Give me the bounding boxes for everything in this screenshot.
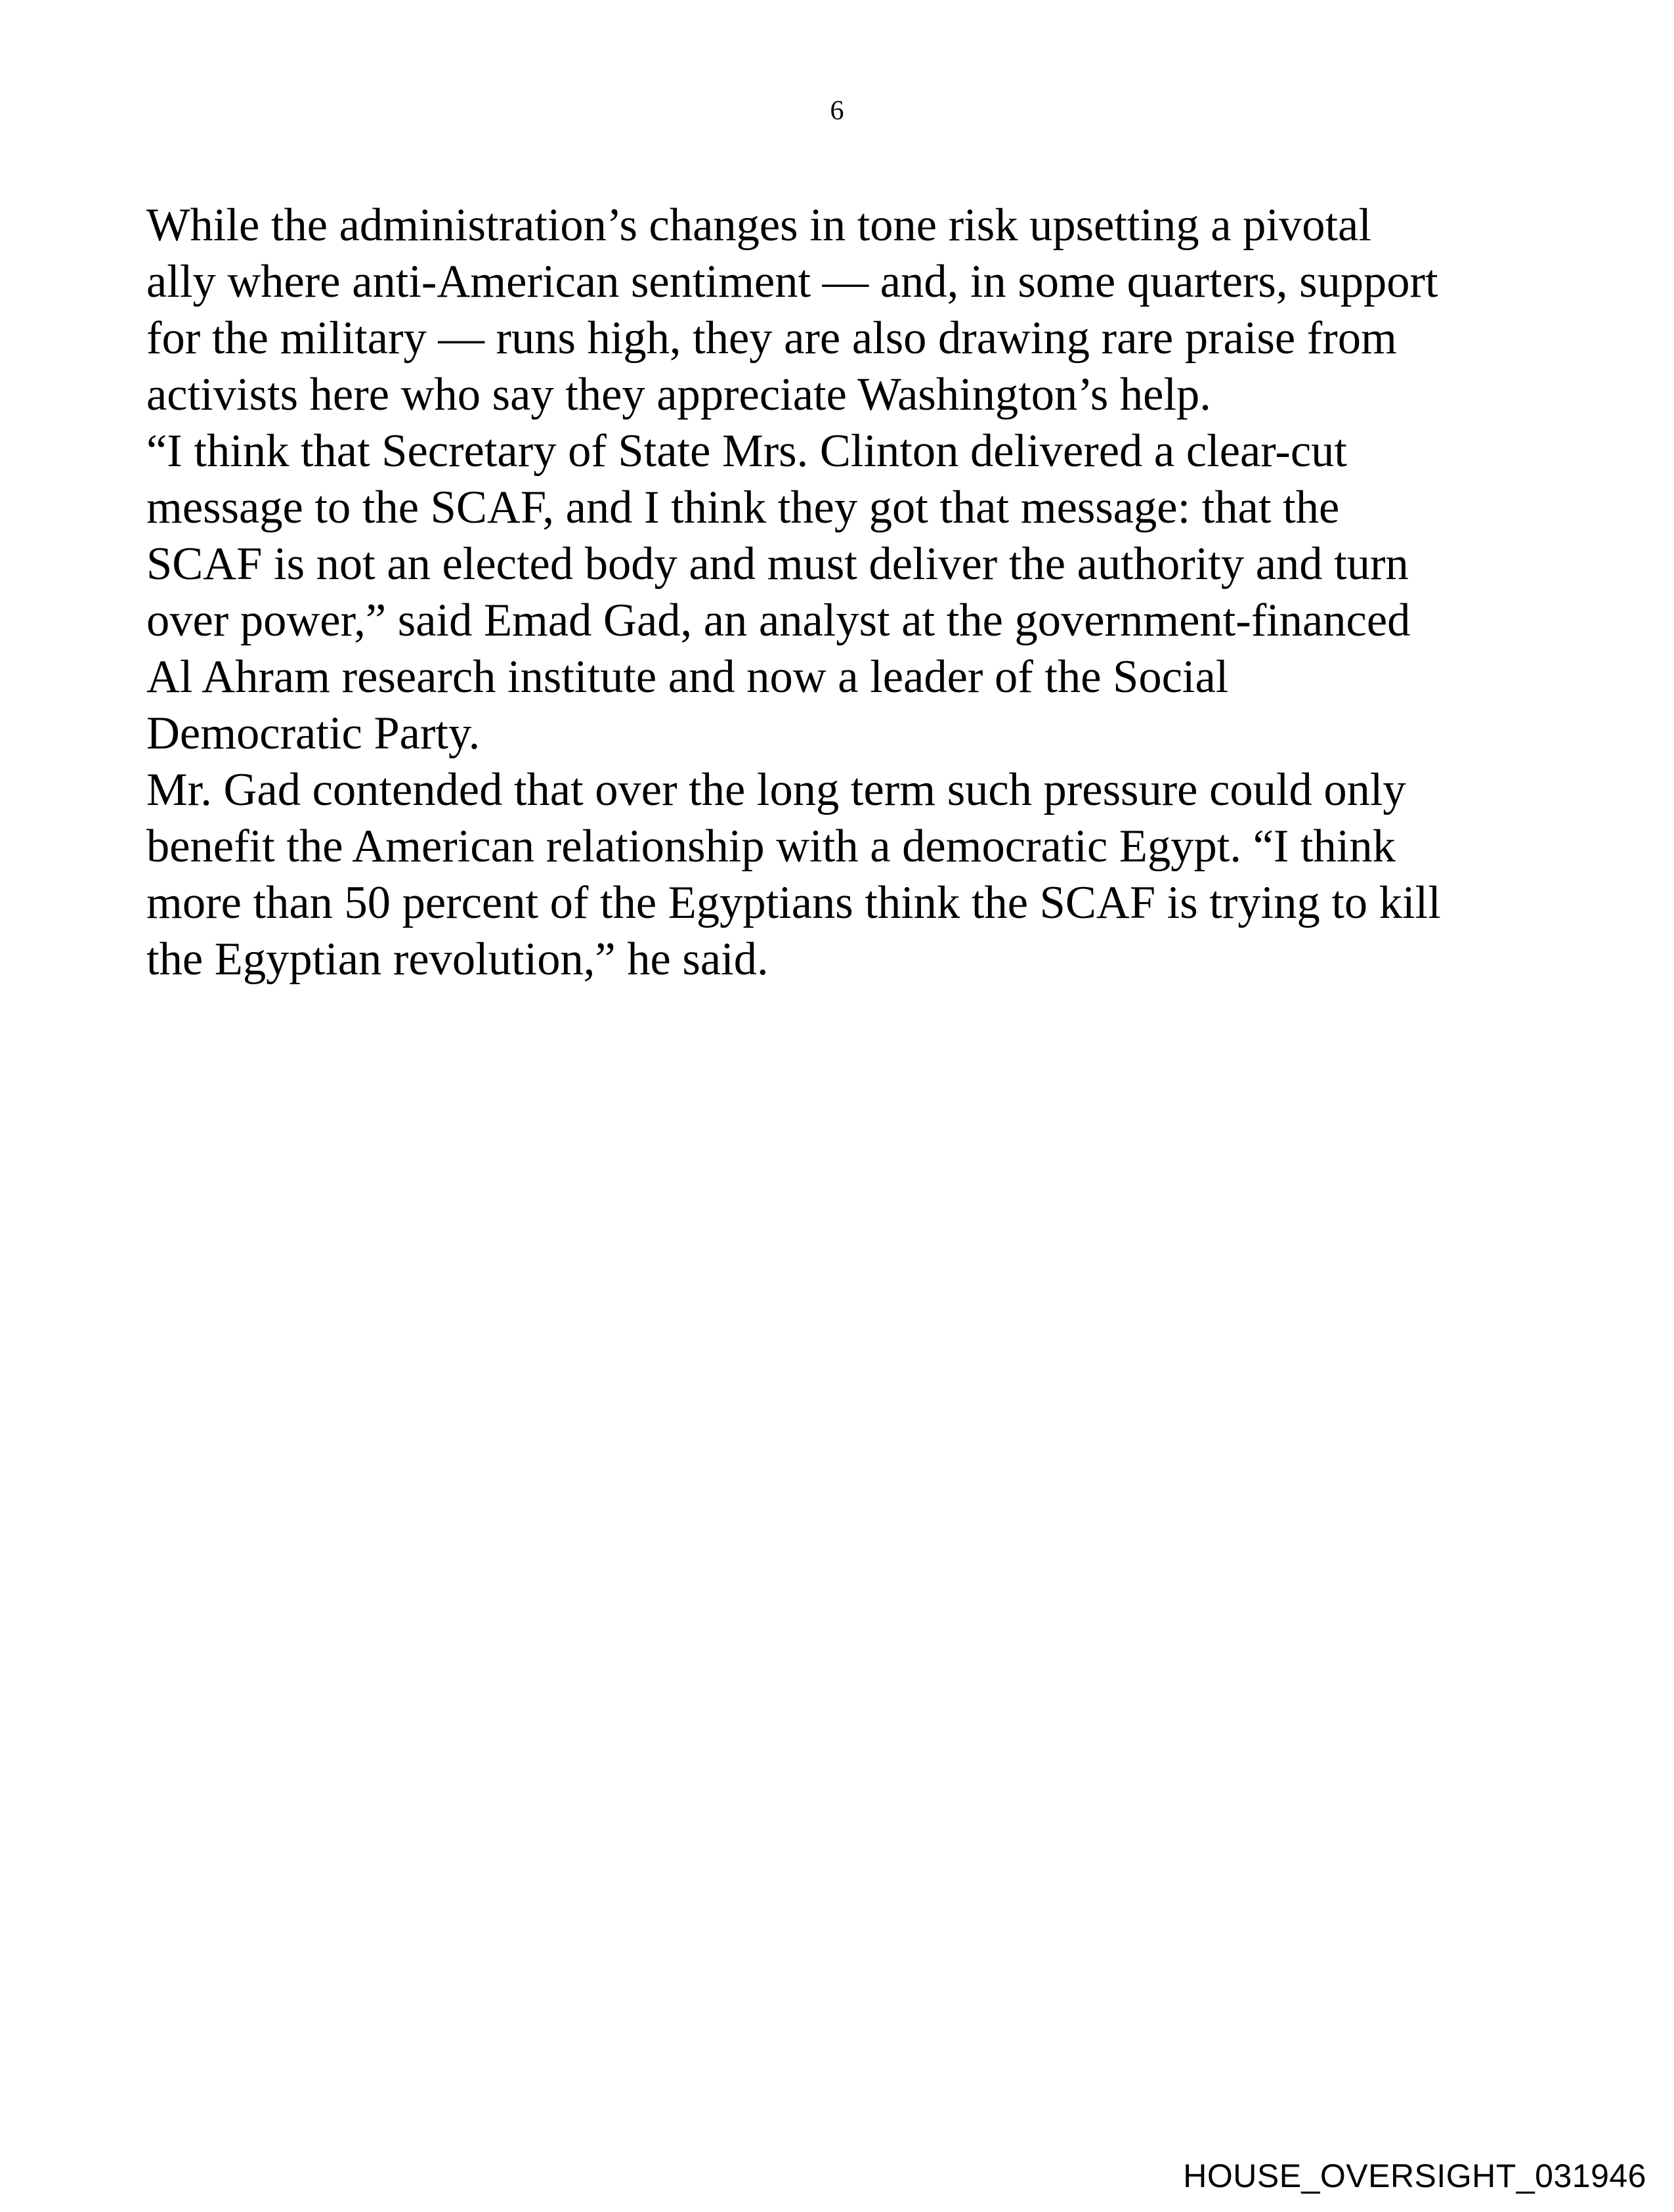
text-line: message to the SCAF, and I think they got that message: that the	[146, 482, 1340, 533]
text-line: Democratic Party.	[146, 708, 481, 759]
page-number: 6	[830, 96, 844, 126]
text-line: for the military — runs high, they are also drawing rare praise from	[146, 313, 1397, 364]
text-line: Mr. Gad contended that over the long term such pressure could only	[146, 764, 1406, 815]
text-line: over power,” said Emad Gad, an analyst at the government-financed	[146, 595, 1411, 646]
document-body	[146, 197, 1551, 987]
text-line: ally where anti-American sentiment — and, in some quarters, support	[146, 256, 1438, 307]
text-line: benefit the American relationship with a democratic Egypt. “I think	[146, 821, 1396, 872]
bates-stamp: HOUSE_OVERSIGHT_031946	[1183, 2158, 1646, 2194]
text-line: “I think that Secretary of State Mrs. Clinton delivered a clear-cut	[146, 425, 1347, 477]
text-line: While the administration’s changes in tone risk upsetting a pivotal	[146, 200, 1371, 251]
text-line: the Egyptian revolution,” he said.	[146, 934, 769, 985]
text-line: Al Ahram research institute and now a leader of the Social	[146, 651, 1229, 703]
text-line: SCAF is not an elected body and must deliver the authority and turn	[146, 538, 1409, 590]
text-line: more than 50 percent of the Egyptians think the SCAF is trying to kill	[146, 877, 1441, 928]
text-line: activists here who say they appreciate Washington’s help.	[146, 369, 1211, 420]
